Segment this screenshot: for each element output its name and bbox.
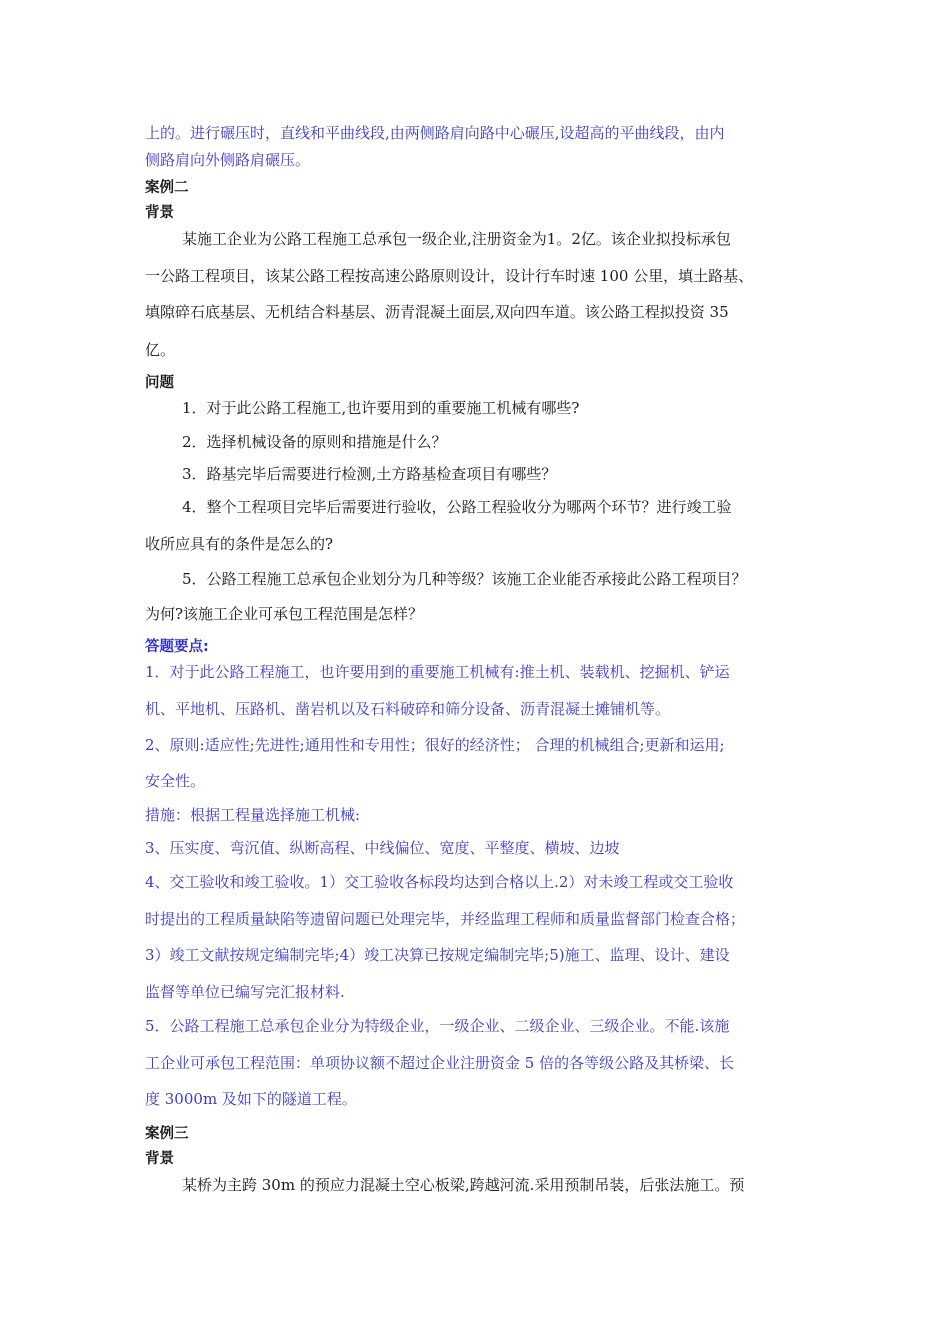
answer-line: 工企业可承包工程范围：单项协议额不超过企业注册资金 5 倍的各等级公路及其桥梁、长 [145, 1054, 735, 1072]
answer-line: 措施：根据工程量选择施工机械: [145, 806, 361, 824]
answer-line: 安全性。 [145, 772, 206, 790]
answer-line: 4、交工验收和竣工验收。1）交工验收各标段均达到合格以上.2）对未竣工程或交工验收 [145, 873, 734, 891]
answer-line: 机、平地机、压路机、凿岩机以及石料破碎和筛分设备、沥青混凝土摊铺机等。 [145, 700, 671, 718]
answers-heading: 答题要点: [145, 639, 209, 655]
background-paragraph-line: 一公路工程项目，该某公路工程按高速公路原则设计，设计行车时速 100 公里，填土路基、 [145, 267, 754, 285]
case-title: 案例三 [145, 1126, 189, 1142]
case-title: 案例二 [145, 180, 189, 196]
background-paragraph-line: 某施工企业为公路工程施工总承包一级企业,注册资金为1。2亿。该企业拟投标承包 [182, 230, 731, 248]
answer-line: 度 3000m 及如下的隧道工程。 [145, 1090, 357, 1108]
background-paragraph-line: 某桥为主跨 30m 的预应力混凝土空心板梁,跨越河流.采用预制吊装，后张法施工。预 [182, 1176, 745, 1194]
background-heading: 背景 [145, 205, 174, 221]
background-paragraph-line: 填隙碎石底基层、无机结合料基层、沥青混凝土面层,双向四车道。该公路工程拟投资 35 [145, 303, 729, 321]
question-line: 2．选择机械设备的原则和措施是什么？ [182, 433, 447, 451]
answer-line: 5．公路工程施工总承包企业分为特级企业，一级企业、二级企业、三级企业。不能.该施 [145, 1017, 730, 1035]
answer-line: 3）竣工文献按规定编制完毕;4）竣工决算已按规定编制完毕;5)施工、监理、设计、建设 [145, 946, 730, 964]
answer-line: 1．对于此公路工程施工，也许要用到的重要施工机械有:推土机、装载机、挖掘机、铲运 [145, 663, 730, 681]
question-line: 1．对于此公路工程施工,也许要用到的重要施工机械有哪些? [182, 399, 580, 417]
question-line: 3．路基完毕后需要进行检测,土方路基检查项目有哪些？ [182, 465, 557, 483]
question-line: 为何?该施工企业可承包工程范围是怎样？ [145, 605, 424, 623]
answer-line: 3、压实度、弯沉值、纵断高程、中线偏位、宽度、平整度、横坡、边坡 [145, 839, 620, 857]
question-line: 4．整个工程项目完毕后需要进行验收，公路工程验收分为哪两个环节？进行竣工验 [182, 498, 732, 516]
answer-continuation-line: 上的。进行碾压时，直线和平曲线段,由两侧路肩向路中心碾压,设超高的平曲线段，由内 [145, 124, 725, 142]
answer-continuation-line: 侧路肩向外侧路肩碾压。 [145, 151, 311, 169]
questions-heading: 问题 [145, 375, 174, 391]
answer-line: 2、原则:适应性;先进性;通用性和专用性；很好的经济性； 合理的机械组合;更新和运用; [145, 736, 725, 754]
answer-line: 时提出的工程质量缺陷等遗留问题已处理完毕，并经监理工程师和质量监督部门检查合格； [145, 910, 746, 928]
background-paragraph-line: 亿。 [145, 341, 176, 359]
answer-line: 监督等单位已编写完汇报材料. [145, 983, 345, 1001]
question-line: 5．公路工程施工总承包企业划分为几种等级？该施工企业能否承接此公路工程项目？ [182, 570, 747, 588]
background-heading: 背景 [145, 1151, 174, 1167]
question-line: 收所应具有的条件是怎么的? [145, 535, 334, 553]
